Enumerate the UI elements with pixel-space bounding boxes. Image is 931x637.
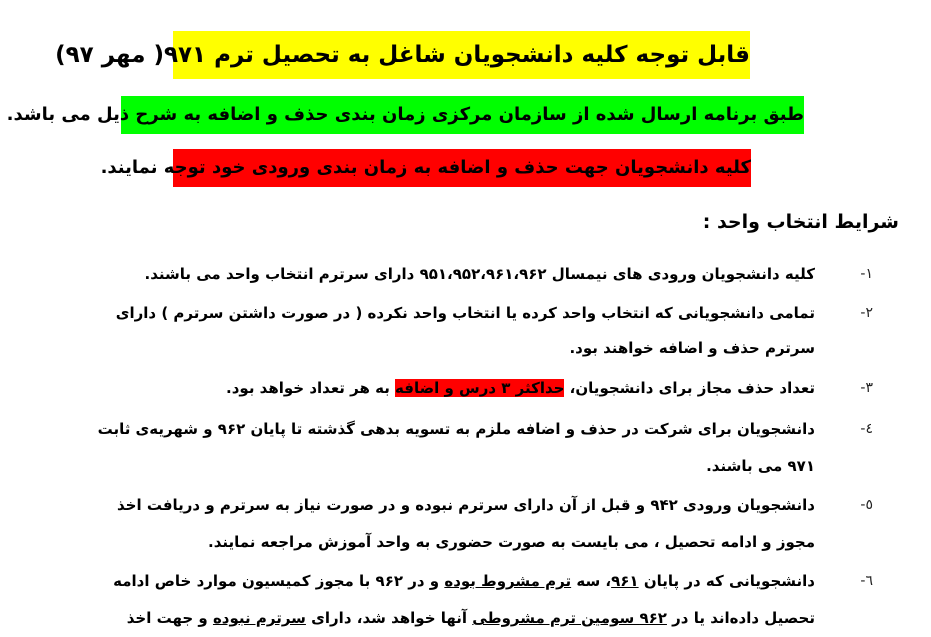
notice-banner: کلیه دانشجویان جهت حذف و اضافه به زمان بندی ورودی خود توجه نمایند. [173, 149, 751, 187]
item-text-before: تعداد حذف مجاز برای دانشجویان، [564, 379, 815, 397]
item-text-part: و جهت اخذ [126, 609, 213, 627]
highlight-text: حداکثر ۳ درس و اضافه [395, 379, 565, 397]
item-number: ۲- [860, 305, 873, 321]
item-text: تمامی دانشجویانی که انتخاب واحد کرده یا انتخاب واحد نکرده ( در صورت داشتن سرترم ) دارای [115, 304, 815, 322]
item-text: کلیه دانشجویان ورودی های نیمسال ۹۵۱،۹۵۲،۹۶۱،۹۶۲ دارای سرترم انتخاب واحد می باشند. [144, 265, 815, 283]
item-text: مجوز و ادامه تحصیل ، می بایست به صورت حضوری به واحد آموزش مراجعه نمایند. [208, 533, 815, 551]
item-text-part: تحصیل داده‌اند یا در [666, 609, 815, 627]
item-number: ٥- [860, 497, 873, 513]
underlined-text: ۹۶۲ سومین ترم مشروطی [472, 609, 667, 627]
item-text: دانشجویان ورودی ۹۴۲ و قبل از آن دارای سرترم نبوده و در صورت نیاز به سرترم و دریافت اخذ [116, 496, 815, 514]
item-text-part: و در ۹۶۲ با مجوز کمیسیون موارد خاص ادامه [113, 572, 445, 590]
item-number: ٤- [860, 421, 873, 437]
underlined-text: سرترم نبوده [212, 609, 306, 627]
item-number: ۱- [860, 266, 873, 282]
item-text [127, 601, 815, 635]
item-text [113, 564, 815, 598]
item-text: سرترم حذف و اضافه خواهند بود. [569, 339, 815, 357]
item-number: ۳- [860, 380, 873, 396]
item-text: ۹۷۱ می باشند. [706, 457, 815, 475]
item-text-part: دانشجویانی که در پایان [638, 572, 815, 590]
item-text-part: آنها خواهد شد، دارای [305, 609, 473, 627]
item-text-part: ، سه [571, 572, 612, 590]
underlined-text: ترم مشروط بوده [444, 572, 572, 590]
underlined-text: ۹۶۱ [611, 572, 639, 590]
item-text-after: به هر تعداد خواهد بود. [226, 379, 396, 397]
item-number: ٦- [860, 573, 873, 589]
title-banner: قابل توجه کلیه دانشجویان شاغل به تحصیل ترم ۹۷۱( مهر ۹۷) [173, 31, 750, 79]
item-text: دانشجویان برای شرکت در حذف و اضافه ملزم به تسویه بدهی گذشته تا پایان ۹۶۲ و شهریه‌ی ثابت [97, 420, 815, 438]
item-text [226, 371, 815, 405]
section-title: شرایط انتخاب واحد : [702, 211, 899, 233]
subtitle-banner: طبق برنامه ارسال شده از سازمان مرکزی زمان بندی حذف و اضافه به شرح ذیل می باشد. [121, 96, 804, 134]
